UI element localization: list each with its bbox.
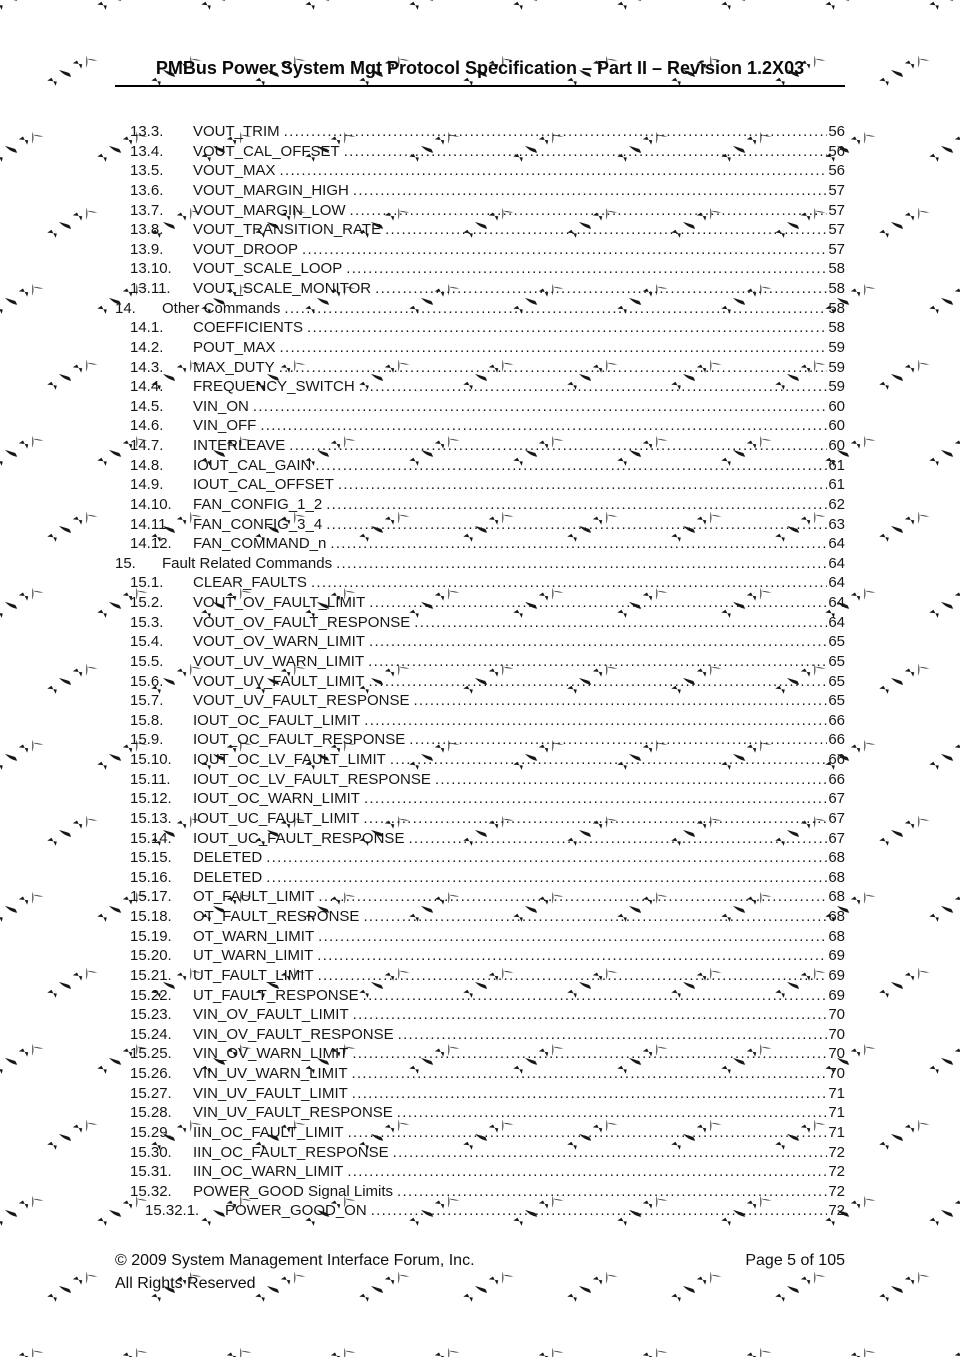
toc-entry-number: 15.6.	[130, 672, 164, 690]
toc-leader-dots	[393, 1183, 827, 1200]
toc-entry-title: VIN_OV_FAULT_RESPONSE	[193, 1025, 394, 1043]
toc-entry-title: VIN_UV_WARN_LIMIT	[193, 1065, 348, 1082]
toc-entry-title: OT_FAULT_LIMIT	[193, 888, 315, 906]
toc-entry-page: 72	[828, 1182, 845, 1200]
toc-entry-title: IOUT_OC_LV_FAULT_RESPONSE	[193, 770, 431, 788]
toc-entry-number: 13.4.	[130, 142, 164, 160]
toc-leader-dots	[276, 162, 827, 179]
toc-entry-page: 64	[828, 613, 845, 631]
toc-entry-page: 64	[828, 574, 845, 592]
toc-entry	[115, 162, 845, 182]
toc-leader-dots	[303, 319, 827, 336]
toc-entry-number: 15.20.	[130, 947, 172, 965]
toc-entry-number: 15.	[115, 554, 136, 572]
toc-entry-page: 59	[828, 338, 845, 356]
toc-entry-title: IIN_OC_FAULT_LIMIT	[193, 1123, 344, 1141]
toc-leader-dots	[371, 280, 827, 297]
toc-entry-page: 57	[828, 181, 845, 199]
toc-entry-number: 15.17.	[130, 888, 172, 906]
toc-entry-page: 63	[828, 515, 845, 533]
toc-entry-title: UT_WARN_LIMIT	[193, 947, 314, 965]
toc-entry-title: VOUT_TRIM	[193, 123, 280, 140]
toc-entry	[115, 437, 845, 457]
toc-entry-number: 15.4.	[130, 633, 164, 651]
toc-entry	[115, 1124, 845, 1144]
toc-entry-number: 13.5.	[130, 162, 164, 180]
toc-entry-number: 14.3.	[130, 358, 164, 376]
toc-leader-dots	[344, 1124, 827, 1141]
toc-leader-dots	[355, 378, 827, 395]
toc-entry-page: 68	[828, 908, 845, 925]
toc-entry-title: IIN_OC_FAULT_RESPONSE	[193, 1143, 389, 1161]
toc-leader-dots	[314, 928, 827, 945]
toc-leader-dots	[364, 653, 827, 670]
toc-leader-dots	[326, 535, 827, 552]
toc-entry-number: 13.9.	[130, 240, 164, 258]
toc-leader-dots	[348, 1045, 827, 1062]
toc-entry-page: 67	[828, 809, 845, 827]
toc-entry-number: 14.12.	[130, 535, 172, 553]
toc-entry-page: 62	[828, 495, 845, 513]
toc-leader-dots	[360, 712, 827, 729]
toc-entry	[115, 516, 845, 536]
toc-entry	[115, 574, 845, 594]
toc-entry-page: 67	[828, 829, 845, 847]
toc-entry-title: IOUT_UC_FAULT_RESPONSE	[193, 829, 405, 847]
toc-entry	[115, 849, 845, 869]
toc-entry-number: 13.3.	[130, 123, 164, 140]
toc-entry-title: DELETED	[193, 849, 263, 867]
toc-entry-title: VOUT_SCALE_MONITOR	[193, 280, 372, 297]
toc-entry-page: 61	[828, 456, 845, 474]
toc-entry-page: 69	[828, 947, 845, 965]
toc-entry	[115, 928, 845, 948]
page-footer	[115, 1249, 845, 1295]
toc-entry-title: VOUT_MARGIN_LOW	[193, 201, 346, 219]
toc-entry	[115, 869, 845, 889]
toc-entry-title: Other Commands	[162, 299, 281, 317]
toc-entry-title: UT_FAULT_RESPONSE	[193, 986, 359, 1004]
toc-entry	[115, 1163, 845, 1183]
toc-entry-number: 15.22.	[130, 986, 172, 1004]
toc-entry-number: 13.6.	[130, 181, 164, 199]
toc-entry-number: 13.10.	[130, 260, 172, 278]
toc-leader-dots	[365, 633, 827, 650]
toc-entry-title: VOUT_MAX	[193, 162, 276, 180]
toc-entry-page: 71	[828, 1123, 845, 1141]
toc-entry	[115, 594, 845, 614]
toc-entry-title: VIN_UV_FAULT_RESPONSE	[193, 1104, 393, 1122]
toc-entry-page: 56	[828, 123, 845, 140]
copyright-line-2: All Rights Reserved	[115, 1275, 256, 1292]
toc-entry	[115, 143, 845, 163]
toc-entry-title: VIN_OFF	[193, 417, 257, 435]
toc-entry-page: 58	[828, 280, 845, 297]
toc-leader-dots	[334, 476, 827, 493]
toc-entry	[115, 790, 845, 810]
toc-entry-page: 67	[828, 790, 845, 808]
toc-leader-dots	[349, 1006, 827, 1023]
toc-leader-dots	[311, 457, 827, 474]
toc-entry-number: 15.28.	[130, 1104, 172, 1122]
toc-entry-number: 15.3.	[130, 613, 164, 631]
toc-leader-dots	[256, 417, 827, 434]
toc-entry-title: UT_FAULT_LIMIT	[193, 966, 314, 984]
toc-entry-title: IOUT_OC_FAULT_LIMIT	[193, 711, 361, 729]
toc-leader-dots	[313, 947, 827, 964]
toc-entry-title: IOUT_OC_WARN_LIMIT	[193, 790, 360, 808]
toc-leader-dots	[389, 1144, 827, 1161]
toc-entry-title: VIN_UV_FAULT_LIMIT	[193, 1084, 348, 1102]
toc-entry-number: 15.13.	[130, 809, 172, 827]
toc-leader-dots	[280, 123, 827, 140]
toc-entry-title: VOUT_UV_WARN_LIMIT	[193, 652, 365, 670]
toc-entry-title: IOUT_UC_FAULT_LIMIT	[193, 809, 360, 827]
toc-entry	[115, 731, 845, 751]
toc-entry-number: 15.29.	[130, 1123, 172, 1141]
toc-entry-title: MAX_DUTY	[193, 358, 275, 376]
toc-entry-number: 15.21.	[130, 966, 172, 984]
toc-entry-page: 66	[828, 731, 845, 749]
toc-entry	[115, 947, 845, 967]
toc-entry	[115, 535, 845, 555]
toc-entry	[115, 555, 845, 575]
toc-leader-dots	[409, 692, 827, 709]
toc-entry-page: 59	[828, 378, 845, 396]
toc-entry-number: 14.4.	[130, 378, 164, 396]
toc-entry	[115, 1026, 845, 1046]
toc-entry-page: 56	[828, 162, 845, 180]
toc-leader-dots	[314, 967, 827, 984]
toc-entry-number: 14.6.	[130, 417, 164, 435]
toc-entry-page: 71	[828, 1084, 845, 1102]
toc-entry-title: POWER_GOOD_ON	[225, 1202, 367, 1220]
toc-leader-dots	[364, 673, 827, 690]
toc-entry-number: 15.27.	[130, 1084, 172, 1102]
toc-leader-dots	[276, 339, 827, 356]
toc-entry-number: 15.30.	[130, 1143, 172, 1161]
toc-leader-dots	[346, 202, 827, 219]
toc-leader-dots	[307, 574, 827, 591]
toc-entry-number: 15.19.	[130, 927, 172, 945]
toc-entry-page: 59	[828, 358, 845, 376]
header-rule	[115, 85, 845, 87]
toc-entry	[115, 633, 845, 653]
toc-entry-number: 15.1.	[130, 574, 164, 592]
toc-leader-dots	[249, 398, 827, 415]
toc-leader-dots	[394, 1026, 827, 1043]
toc-entry-page: 72	[828, 1143, 845, 1161]
toc-entry-page: 58	[828, 319, 845, 337]
toc-entry-page: 64	[828, 554, 845, 572]
toc-entry-title: CLEAR_FAULTS	[193, 574, 307, 592]
toc-entry-page: 58	[828, 260, 845, 278]
toc-entry-number: 15.5.	[130, 652, 164, 670]
toc-entry-page: 57	[828, 221, 845, 239]
toc-entry-page: 70	[828, 1045, 845, 1063]
toc-entry-number: 15.32.	[130, 1182, 172, 1200]
toc-entry	[115, 457, 845, 477]
toc-entry-number: 15.24.	[130, 1025, 172, 1043]
toc-entry-title: POWER_GOOD Signal Limits	[193, 1182, 394, 1200]
toc-leader-dots	[314, 888, 827, 905]
toc-entry-page: 64	[828, 594, 845, 611]
toc-entry-title: COEFFICIENTS	[193, 319, 304, 337]
toc-entry-page: 58	[828, 299, 845, 317]
toc-leader-dots	[359, 908, 827, 925]
toc-entry-page: 69	[828, 986, 845, 1004]
toc-entry-number: 14.10.	[130, 495, 172, 513]
toc-leader-dots	[342, 260, 827, 277]
toc-leader-dots	[262, 869, 827, 886]
toc-leader-dots	[347, 1065, 827, 1082]
toc-entry-title: VOUT_CAL_OFFSET	[193, 142, 340, 160]
toc-entry	[115, 692, 845, 712]
toc-leader-dots	[410, 614, 827, 631]
toc-entry	[115, 987, 845, 1007]
toc-entry-title: VOUT_UV_FAULT_LIMIT	[193, 672, 365, 690]
toc-entry	[115, 496, 845, 516]
toc-entry-page: 70	[828, 1006, 845, 1024]
toc-entry	[115, 810, 845, 830]
toc-leader-dots	[275, 359, 827, 376]
toc-entry-page: 60	[828, 397, 845, 415]
toc-entry-number: 15.16.	[130, 868, 172, 886]
toc-leader-dots	[348, 1085, 827, 1102]
toc-entry	[115, 378, 845, 398]
document-header	[115, 56, 845, 87]
toc-leader-dots	[393, 1104, 827, 1121]
toc-entry	[115, 1006, 845, 1026]
toc-entry	[115, 712, 845, 732]
toc-entry	[115, 1202, 845, 1222]
toc-entry	[115, 182, 845, 202]
toc-entry-number: 15.26.	[130, 1065, 172, 1082]
toc-entry-number: 13.8.	[130, 221, 164, 239]
toc-entry	[115, 300, 845, 320]
toc-entry-number: 15.7.	[130, 692, 164, 710]
toc-entry-title: VIN_OV_FAULT_LIMIT	[193, 1006, 349, 1024]
toc-entry-title: FAN_COMMAND_n	[193, 535, 327, 553]
toc-entry-title: VOUT_OV_WARN_LIMIT	[193, 633, 365, 651]
toc-entry-number: 14.	[115, 299, 136, 317]
toc-entry-page: 68	[828, 888, 845, 906]
toc-leader-dots	[359, 987, 827, 1004]
toc-entry-number: 15.23.	[130, 1006, 172, 1024]
toc-entry-page: 65	[828, 692, 845, 710]
toc-entry-title: IIN_OC_WARN_LIMIT	[193, 1163, 344, 1181]
toc-entry-number: 15.25.	[130, 1045, 172, 1063]
toc-leader-dots	[322, 496, 827, 513]
toc-leader-dots	[340, 143, 827, 160]
toc-leader-dots	[386, 751, 827, 768]
toc-entry-number: 14.11.	[130, 515, 171, 533]
toc-leader-dots	[381, 221, 827, 238]
toc-entry-page: 60	[828, 417, 845, 435]
toc-entry-page: 71	[828, 1104, 845, 1122]
toc-entry-title: VIN_ON	[193, 397, 249, 415]
toc-leader-dots	[404, 830, 827, 847]
toc-entry-number: 14.2.	[130, 338, 164, 356]
toc-leader-dots	[262, 849, 827, 866]
toc-entry-number: 15.15.	[130, 849, 172, 867]
toc-entry	[115, 1183, 845, 1203]
toc-entry-page: 68	[828, 849, 845, 867]
toc-entry	[115, 1065, 845, 1085]
toc-entry-title: Fault Related Commands	[162, 554, 333, 572]
toc-entry-title: IOUT_CAL_GAIN	[193, 456, 312, 474]
toc-entry-title: VOUT_TRANSITION_RATE	[193, 221, 382, 239]
toc-entry-number: 15.32.1.	[145, 1202, 200, 1220]
toc-entry-page: 65	[828, 633, 845, 651]
toc-leader-dots	[365, 594, 827, 611]
toc-entry	[115, 673, 845, 693]
toc-entry-page: 60	[828, 437, 845, 454]
toc-leader-dots	[359, 810, 827, 827]
toc-entry	[115, 319, 845, 339]
toc-entry-number: 15.12.	[130, 790, 172, 808]
toc-entry-page: 66	[828, 770, 845, 788]
toc-entry-number: 13.11.	[130, 280, 171, 297]
toc-leader-dots	[431, 771, 827, 788]
toc-entry	[115, 398, 845, 418]
toc-entry-number: 13.7.	[130, 201, 164, 219]
toc-entry-number: 15.9.	[130, 731, 164, 749]
toc-leader-dots	[280, 300, 827, 317]
toc-entry-number: 15.31.	[130, 1163, 172, 1181]
toc-entry-page: 65	[828, 652, 845, 670]
toc-entry-title: VIN_OV_WARN_LIMIT	[193, 1045, 349, 1063]
toc-entry	[115, 653, 845, 673]
page-title: PMBus Power System Mgt Protocol Specification – Part II – Revision 1.2X03	[155, 58, 805, 78]
toc-entry-page: 68	[828, 868, 845, 886]
page-number-indicator: Page 5 of 105	[745, 1252, 845, 1269]
toc-entry-number: 14.9.	[130, 476, 164, 494]
toc-entry	[115, 1085, 845, 1105]
toc-entry	[115, 771, 845, 791]
toc-entry	[115, 339, 845, 359]
toc-entry-page: 72	[828, 1163, 845, 1181]
toc-entry	[115, 1045, 845, 1065]
toc-entry-number: 14.1.	[130, 319, 164, 337]
toc-entry-number: 15.11.	[130, 770, 171, 788]
toc-entry-title: POUT_MAX	[193, 338, 276, 356]
toc-leader-dots	[405, 731, 827, 748]
toc-entry-page: 70	[828, 1065, 845, 1082]
toc-entry-number: 15.14.	[130, 829, 172, 847]
toc-entry-number: 15.2.	[130, 594, 164, 611]
toc-entry-page: 72	[828, 1202, 845, 1220]
toc-entry	[115, 241, 845, 261]
toc-entry-page: 66	[828, 711, 845, 729]
toc-entry-number: 14.7.	[130, 437, 164, 454]
toc-entry-title: FAN_CONFIG_1_2	[193, 495, 323, 513]
toc-entry	[115, 1144, 845, 1164]
toc-entry-page: 57	[828, 201, 845, 219]
toc-entry-title: OT_WARN_LIMIT	[193, 927, 315, 945]
toc-entry-number: 15.18.	[130, 908, 172, 925]
toc-entry-page: 68	[828, 927, 845, 945]
toc-entry	[115, 751, 845, 771]
toc-entry-title: VOUT_UV_FAULT_RESPONSE	[193, 692, 410, 710]
toc-leader-dots	[298, 241, 827, 258]
toc-leader-dots	[367, 1202, 827, 1219]
toc-entry-title: VOUT_DROOP	[193, 240, 299, 258]
toc-entry	[115, 221, 845, 241]
toc-entry	[115, 614, 845, 634]
toc-entry	[115, 359, 845, 379]
toc-entry-title: IOUT_OC_LV_FAULT_LIMIT	[193, 751, 386, 768]
toc-entry-page: 64	[828, 535, 845, 553]
toc-entry	[115, 123, 845, 143]
toc-leader-dots	[343, 1163, 827, 1180]
toc-entry-title: VOUT_OV_FAULT_LIMIT	[193, 594, 366, 611]
toc-entry	[115, 260, 845, 280]
toc-entry	[115, 280, 845, 300]
toc-entry	[115, 967, 845, 987]
toc-entry-title: FREQUENCY_SWITCH	[193, 378, 355, 396]
toc-entry-title: VOUT_SCALE_LOOP	[193, 260, 343, 278]
toc-leader-dots	[360, 790, 827, 807]
toc-entry-title: DELETED	[193, 868, 263, 886]
toc-entry-title: IOUT_OC_FAULT_RESPONSE	[193, 731, 406, 749]
toc-entry-title: INTERLEAVE	[193, 437, 286, 454]
toc-entry-page: 61	[828, 476, 845, 494]
toc-entry-title: OT_FAULT_RESPONSE	[193, 908, 360, 925]
toc-leader-dots	[332, 555, 827, 572]
toc-entry	[115, 476, 845, 496]
toc-entry-page: 56	[828, 142, 845, 160]
toc-entry	[115, 202, 845, 222]
toc-entry-title: FAN_CONFIG_3_4	[193, 515, 323, 533]
toc-leader-dots	[285, 437, 827, 454]
toc-entry-page: 70	[828, 1025, 845, 1043]
toc-leader-dots	[322, 516, 827, 533]
toc-entry-number: 14.8.	[130, 456, 164, 474]
table-of-contents	[115, 123, 845, 1222]
toc-entry-page: 65	[828, 672, 845, 690]
toc-entry-page: 57	[828, 240, 845, 258]
toc-entry-number: 15.8.	[130, 711, 164, 729]
toc-entry-page: 66	[828, 751, 845, 768]
toc-entry	[115, 908, 845, 928]
toc-entry-number: 14.5.	[130, 397, 164, 415]
toc-entry-title: VOUT_OV_FAULT_RESPONSE	[193, 613, 411, 631]
toc-entry-title: VOUT_MARGIN_HIGH	[193, 181, 349, 199]
copyright-line-1: © 2009 System Management Interface Forum, Inc.	[115, 1252, 475, 1269]
toc-entry-page: 69	[828, 966, 845, 984]
toc-entry	[115, 1104, 845, 1124]
toc-entry	[115, 888, 845, 908]
toc-entry	[115, 830, 845, 850]
toc-entry	[115, 417, 845, 437]
toc-leader-dots	[349, 182, 827, 199]
toc-entry-title: IOUT_CAL_OFFSET	[193, 476, 334, 494]
toc-entry-number: 15.10.	[130, 751, 172, 768]
